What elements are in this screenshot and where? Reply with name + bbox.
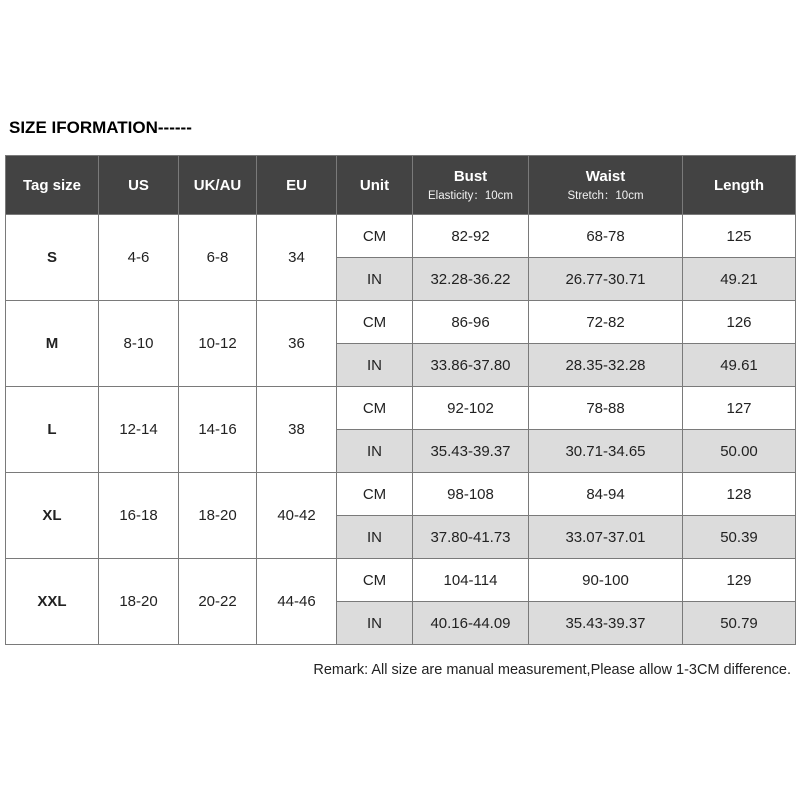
header-unit: Unit — [337, 156, 413, 215]
uk-au-cell: 18-20 — [179, 473, 257, 559]
table-row-cm — [6, 559, 796, 602]
unit-in-cell: IN — [337, 516, 413, 559]
header-waist-note: Stretch：10cm — [567, 189, 644, 202]
length-cm-cell: 126 — [683, 301, 796, 344]
waist-in-cell: 26.77-30.71 — [529, 258, 683, 301]
header-bust — [413, 156, 529, 215]
bust-cm-cell: 104-114 — [413, 559, 529, 602]
waist-in-cell: 35.43-39.37 — [529, 602, 683, 645]
length-cm-cell: 125 — [683, 215, 796, 258]
unit-in-cell: IN — [337, 602, 413, 645]
uk-au-cell: 20-22 — [179, 559, 257, 645]
table-row-cm — [6, 473, 796, 516]
size-chart-table — [5, 155, 796, 645]
length-cm-cell: 127 — [683, 387, 796, 430]
header-bust-note: Elasticity：10cm — [428, 189, 513, 202]
waist-in-cell: 33.07-37.01 — [529, 516, 683, 559]
tag-size-cell: S — [6, 215, 99, 301]
length-cm-cell: 129 — [683, 559, 796, 602]
header-waist — [529, 156, 683, 215]
unit-in-cell: IN — [337, 258, 413, 301]
bust-cm-cell: 86-96 — [413, 301, 529, 344]
waist-in-cell: 30.71-34.65 — [529, 430, 683, 473]
waist-cm-cell: 78-88 — [529, 387, 683, 430]
remark-text: Remark: All size are manual measurement,Please allow 1-3CM difference. — [313, 662, 791, 678]
unit-cm-cell: CM — [337, 473, 413, 516]
table-body — [6, 215, 796, 645]
bust-in-cell: 35.43-39.37 — [413, 430, 529, 473]
uk-au-cell: 6-8 — [179, 215, 257, 301]
waist-cm-cell: 68-78 — [529, 215, 683, 258]
length-in-cell: 49.21 — [683, 258, 796, 301]
unit-cm-cell: CM — [337, 301, 413, 344]
eu-cell: 40-42 — [257, 473, 337, 559]
header-tag-size: Tag size — [6, 156, 99, 215]
table-row-cm — [6, 215, 796, 258]
header-us: US — [99, 156, 179, 215]
page-title: SIZE IFORMATION------ — [9, 118, 192, 137]
eu-cell: 36 — [257, 301, 337, 387]
us-cell: 16-18 — [99, 473, 179, 559]
unit-cm-cell: CM — [337, 387, 413, 430]
us-cell: 8-10 — [99, 301, 179, 387]
waist-cm-cell: 84-94 — [529, 473, 683, 516]
bust-in-cell: 37.80-41.73 — [413, 516, 529, 559]
eu-cell: 38 — [257, 387, 337, 473]
header-bust-label: Bust — [453, 167, 488, 185]
waist-cm-cell: 72-82 — [529, 301, 683, 344]
header-row — [6, 156, 796, 215]
bust-in-cell: 40.16-44.09 — [413, 602, 529, 645]
length-in-cell: 49.61 — [683, 344, 796, 387]
us-cell: 12-14 — [99, 387, 179, 473]
us-cell: 4-6 — [99, 215, 179, 301]
uk-au-cell: 10-12 — [179, 301, 257, 387]
tag-size-cell: XXL — [6, 559, 99, 645]
bust-cm-cell: 98-108 — [413, 473, 529, 516]
length-in-cell: 50.00 — [683, 430, 796, 473]
waist-in-cell: 28.35-32.28 — [529, 344, 683, 387]
length-in-cell: 50.39 — [683, 516, 796, 559]
bust-cm-cell: 82-92 — [413, 215, 529, 258]
header-uk-au: UK/AU — [179, 156, 257, 215]
tag-size-cell: M — [6, 301, 99, 387]
header-waist-label: Waist — [585, 167, 626, 185]
unit-cm-cell: CM — [337, 559, 413, 602]
bust-cm-cell: 92-102 — [413, 387, 529, 430]
header-eu: EU — [257, 156, 337, 215]
table-row-cm — [6, 301, 796, 344]
length-in-cell: 50.79 — [683, 602, 796, 645]
tag-size-cell: L — [6, 387, 99, 473]
bust-in-cell: 32.28-36.22 — [413, 258, 529, 301]
waist-cm-cell: 90-100 — [529, 559, 683, 602]
header-length: Length — [683, 156, 796, 215]
uk-au-cell: 14-16 — [179, 387, 257, 473]
bust-in-cell: 33.86-37.80 — [413, 344, 529, 387]
length-cm-cell: 128 — [683, 473, 796, 516]
unit-cm-cell: CM — [337, 215, 413, 258]
tag-size-cell: XL — [6, 473, 99, 559]
eu-cell: 44-46 — [257, 559, 337, 645]
table-row-cm — [6, 387, 796, 430]
eu-cell: 34 — [257, 215, 337, 301]
unit-in-cell: IN — [337, 430, 413, 473]
unit-in-cell: IN — [337, 344, 413, 387]
us-cell: 18-20 — [99, 559, 179, 645]
